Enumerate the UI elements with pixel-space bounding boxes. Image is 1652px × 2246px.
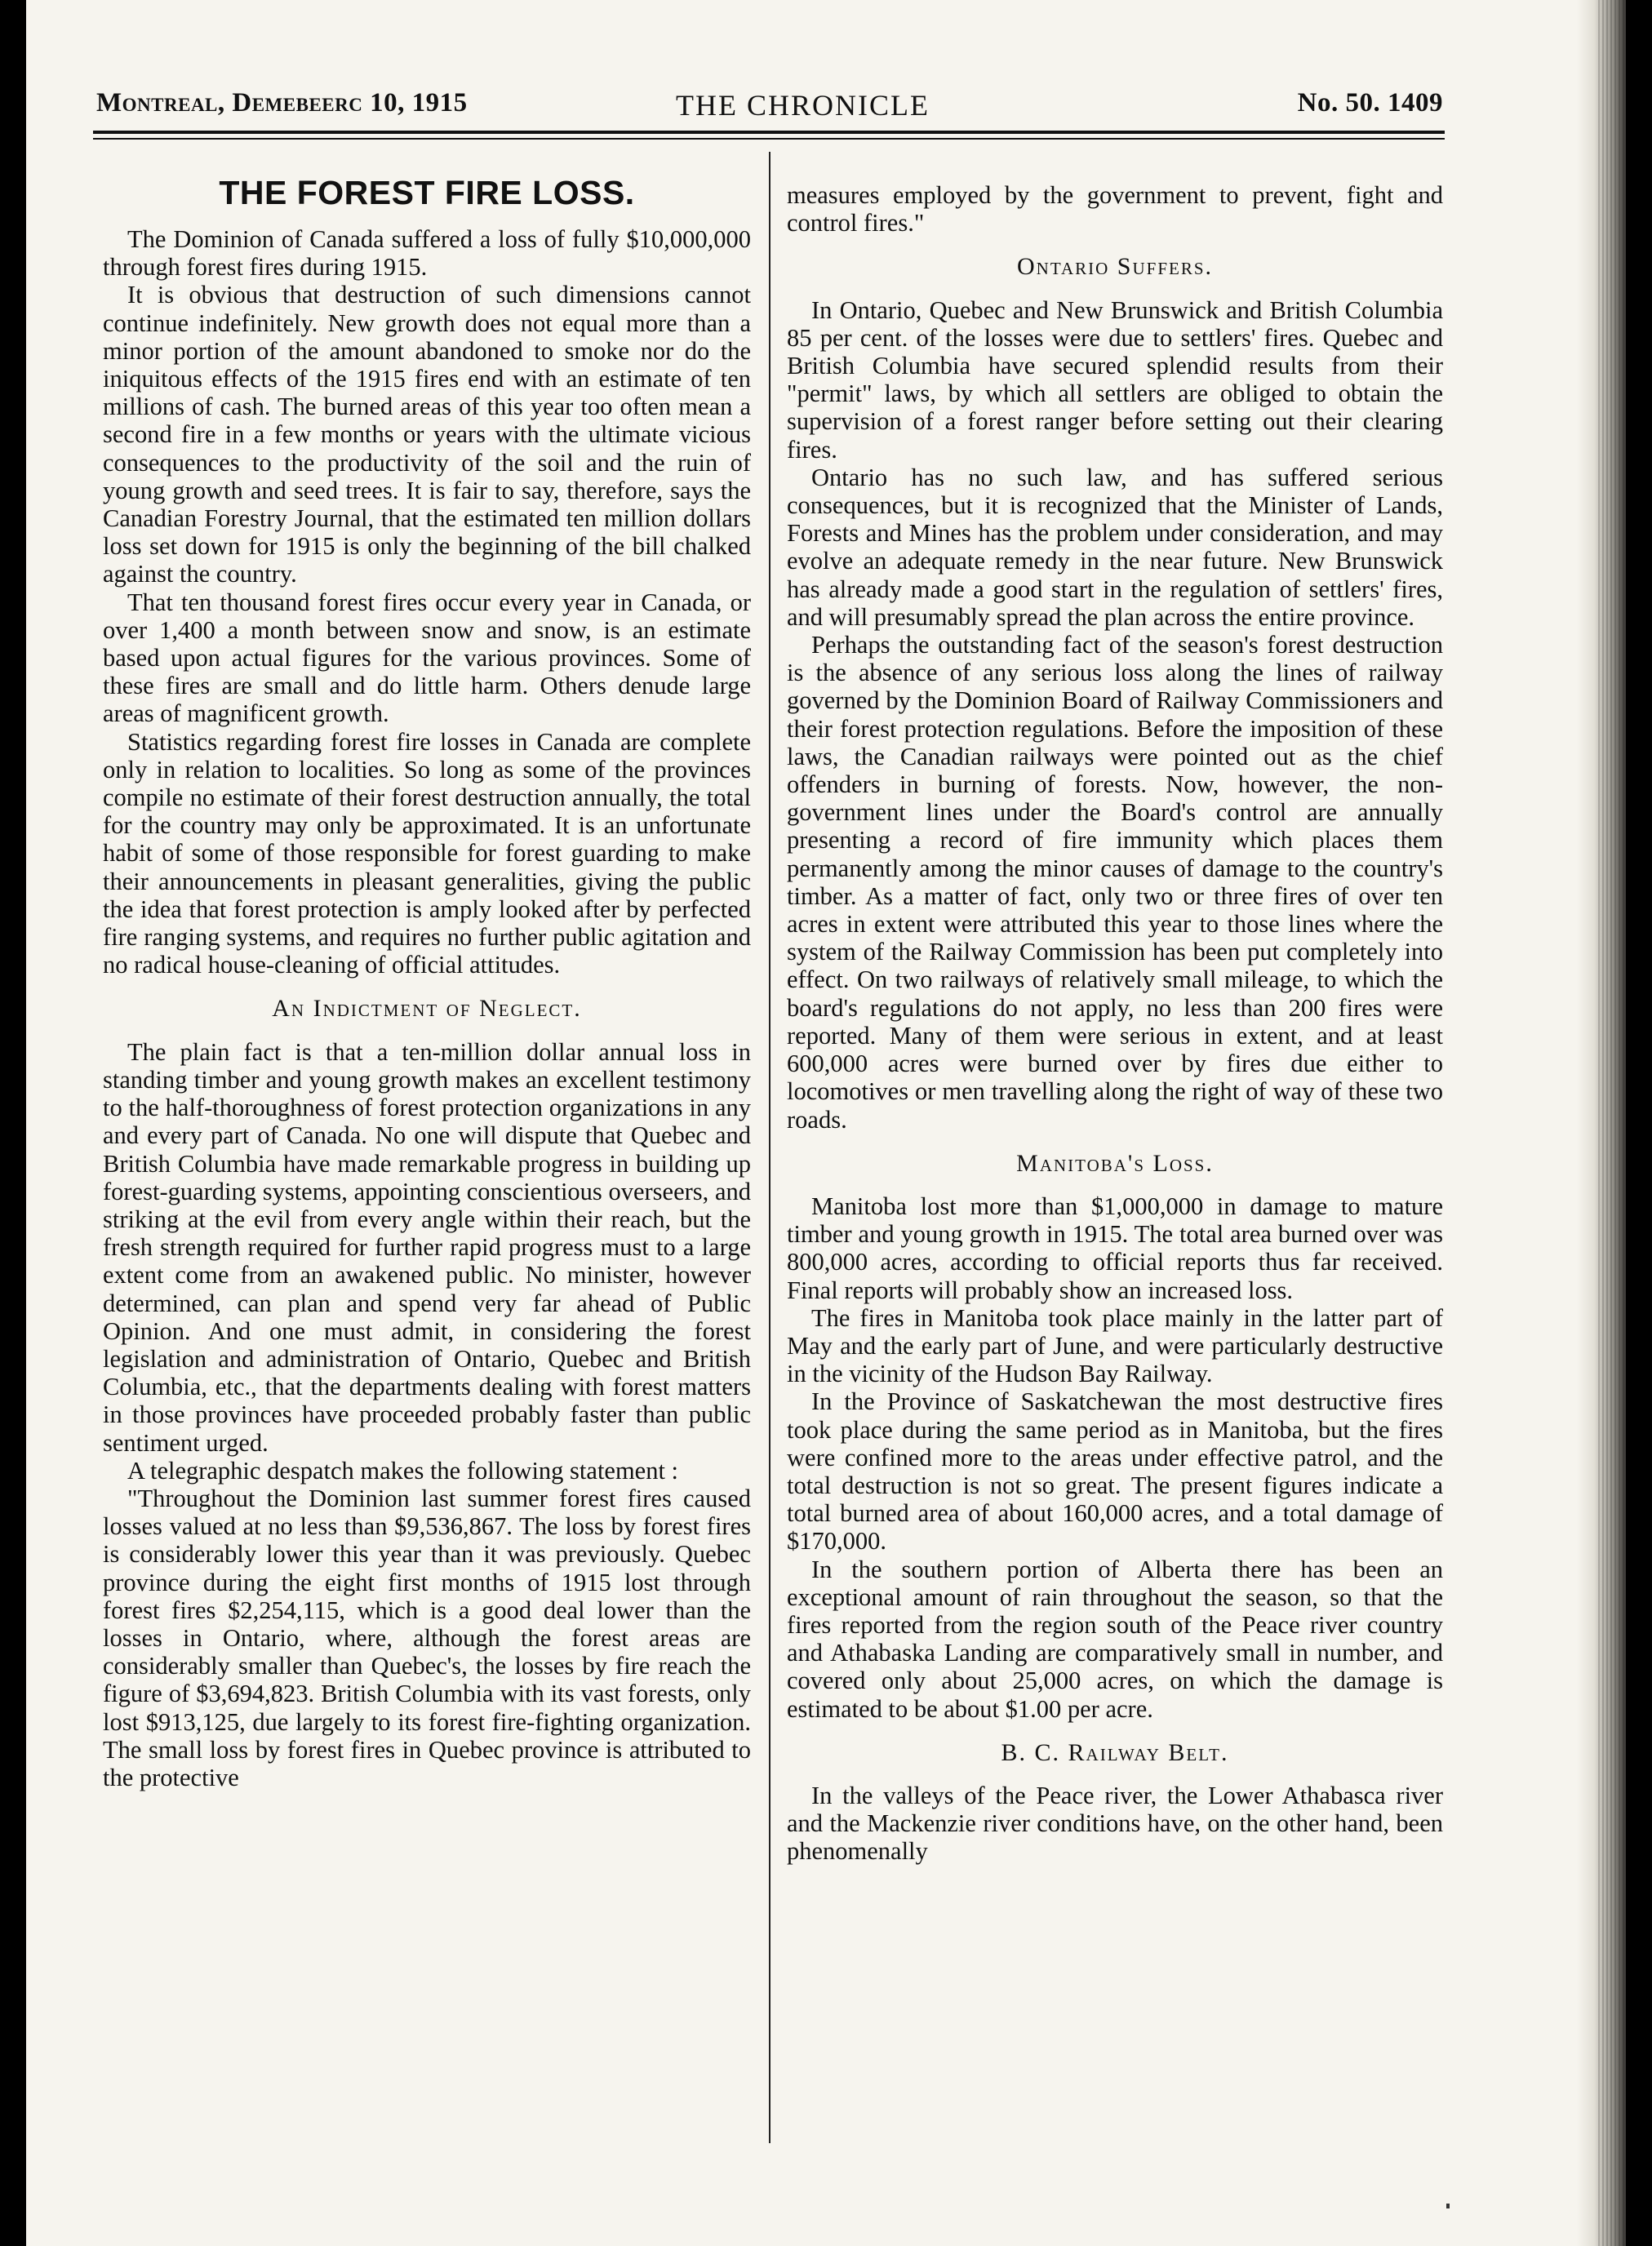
paragraph: The plain fact is that a ten-million dollar annual loss in standing timber and young growth makes an excellent testimony to the half-thoroughness of forest protection organizations in any and every part of Canada. No one will dispute that Quebec and British Columbia have made remarkable progress in building up forest-guarding systems, appointing conscientious overseers, and striking at the evil from every angle within their reach, but the fresh strength required for further rapid progress must to a large extent come from an awakened public. No minister, however determined, can plan and spend very far ahead of Public Opinion. And one must admit, in considering the forest legislation and administration of Ontario, Quebec and British Columbia, etc., that the departments dealing with forest matters in those provinces have proceeded probably faster than public sentiment urged. (103, 1037, 751, 1457)
section-subhead: Manitoba's Loss. (1016, 1149, 1214, 1177)
paragraph: That ten thousand forest fires occur every year in Canada, or over 1,400 a month between snow and snow, is an estimate based upon actual figures for the various provinces. Some of these fires are small and do little harm. Others denude large areas of magnificent growth. (103, 588, 751, 728)
running-header (96, 88, 1443, 134)
paragraph: Ontario has no such law, and has suffered serious consequences, but it is recognized that the Minister of Lands, Forests and Mines has the problem under consideration, and may evolve an adequate remedy in the near future. New Brunswick has already made a good start in the regulation of settlers' fires, and will presumably spread the plan across the entire province. (787, 463, 1443, 631)
left-column (103, 170, 751, 1791)
header-rule-thin (93, 138, 1445, 140)
header-rule-thick (93, 131, 1445, 134)
paragraph: The fires in Manitoba took place mainly in the latter part of May and the early part of June, and were particularly destructive in the vicinity of the Hudson Bay Railway. (787, 1303, 1443, 1388)
header-dateline: Montreal, Demebeerc 10, 1915 (96, 88, 468, 118)
paragraph: In Ontario, Quebec and New Brunswick and British Columbia 85 per cent. of the losses were due to settlers' fires. Quebec and British Columbia have secured splendid results from their "permit" laws, by which all settlers are obliged to obtain the supervision of a forest ranger before setting out their clearing fires. (787, 295, 1443, 464)
paragraph: "Throughout the Dominion last summer forest fires caused losses valued at no less than $9,536,867. The loss by forest fires is considerably lower this year than it was previously. Quebec province during the eight first months of 1915 lost through forest fires $2,254,115, which is a good deal lower than the losses in Ontario, where, although the forest areas are considerably smaller than Quebec's, the losses by fire reach the figure of $3,694,823. British Columbia with its vast forests, only lost $913,125, due largely to its forest fire-fighting organization. The small loss by forest fires in Quebec province is attributed to the protective (103, 1484, 751, 1791)
paragraph: In the valleys of the Peace river, the Lower Athabasca river and the Mackenzie river conditions have, on the other hand, been phenomenally (787, 1781, 1443, 1866)
paragraph: Perhaps the outstanding fact of the season's forest destruction is the absence of any serious loss along the lines of railway governed by the Dominion Board of Railway Commissioners and their forest protection regulations. Before the imposition of these laws, the Canadian railways were pointed out as the chief offenders in burning of forests. Now, however, the non-government lines under the Board's control are annually presenting a record of fire immunity which places them permanently among the minor causes of damage to the country's timber. As a matter of fact, only two or three fires of over ten acres in extent were attributed this year to those lines where the system of the Railway Commission has been put completely into effect. On two railways of relatively small mileage, to which the board's regulations do not apply, no less than 200 fires were reported. Many of them were serious in extent, and at least 600,000 acres were burned over by fires due either to locomotives or men travelling along the right of way of these two roads. (787, 631, 1443, 1134)
paragraph: measures employed by the government to prevent, fight and control fires." (787, 181, 1443, 237)
page-speck (1446, 2204, 1450, 2208)
paragraph: The Dominion of Canada suffered a loss of fully $10,000,000 through forest fires during 1915. (103, 225, 751, 282)
paragraph: Manitoba lost more than $1,000,000 in damage to mature timber and young growth in 1915. The total area burned over was 800,000 acres, according to official reports thus far received. Final reports will probably show an increased loss. (787, 1192, 1443, 1304)
right-column (787, 181, 1443, 1866)
paragraph: In the southern portion of Alberta there has been an exceptional amount of rain throughout the season, so that the fires reported from the region south of the Peace river country and Athabaska Landing are comparatively small in number, and covered only about 25,000 acres, on which the damage is estimated to be about $1.00 per acre. (787, 1555, 1443, 1723)
article-title: THE FOREST FIRE LOSS. (219, 174, 635, 211)
paragraph: It is obvious that destruction of such dimensions cannot continue indefinitely. New growth does not equal more than a minor portion of the amount abandoned to smoke nor do the iniquitous effects of the 1915 fires end with an estimate of ten millions of cash. The burned areas of this year too often mean a second fire in a few months or years with the ultimate vicious consequences to the productivity of the soil and the ruin of young growth and seed trees. It is fair to say, therefore, says the Canadian Forestry Journal, that the estimated ten million dollars loss set down for 1915 is only the beginning of the bill chalked against the country. (103, 281, 751, 588)
page-edge (1596, 0, 1626, 2246)
column-divider (769, 152, 770, 2143)
paragraph: Statistics regarding forest fire losses in Canada are complete only in relation to localities. So long as some of the provinces compile no estimate of their forest destruction annually, the total for the country may only be approximated. It is an unfortunate habit of some of those responsible for forest guarding to make their announcements in pleasant generalities, giving the public the idea that forest protection is amply looked after by perfected fire ranging systems, and requires no further public agitation and no radical house-cleaning of official attitudes. (103, 727, 751, 979)
header-issue-page: No. 50. 1409 (1297, 88, 1443, 118)
section-subhead: B. C. Railway Belt. (1001, 1738, 1229, 1766)
paragraph: A telegraphic despatch makes the following statement : (127, 1456, 679, 1485)
section-subhead: An Indictment of Neglect. (272, 995, 582, 1023)
paragraph: In the Province of Saskatchewan the most destructive fires took place during the same period as in Manitoba, but the fires were confined more to the areas under effective patrol, and the total destruction is not so great. The present figures indicate a total burned area of about 160,000 acres, and a total damage of $170,000. (787, 1387, 1443, 1556)
section-subhead: Ontario Suffers. (1016, 253, 1214, 281)
header-publication-title: THE CHRONICLE (676, 89, 930, 122)
